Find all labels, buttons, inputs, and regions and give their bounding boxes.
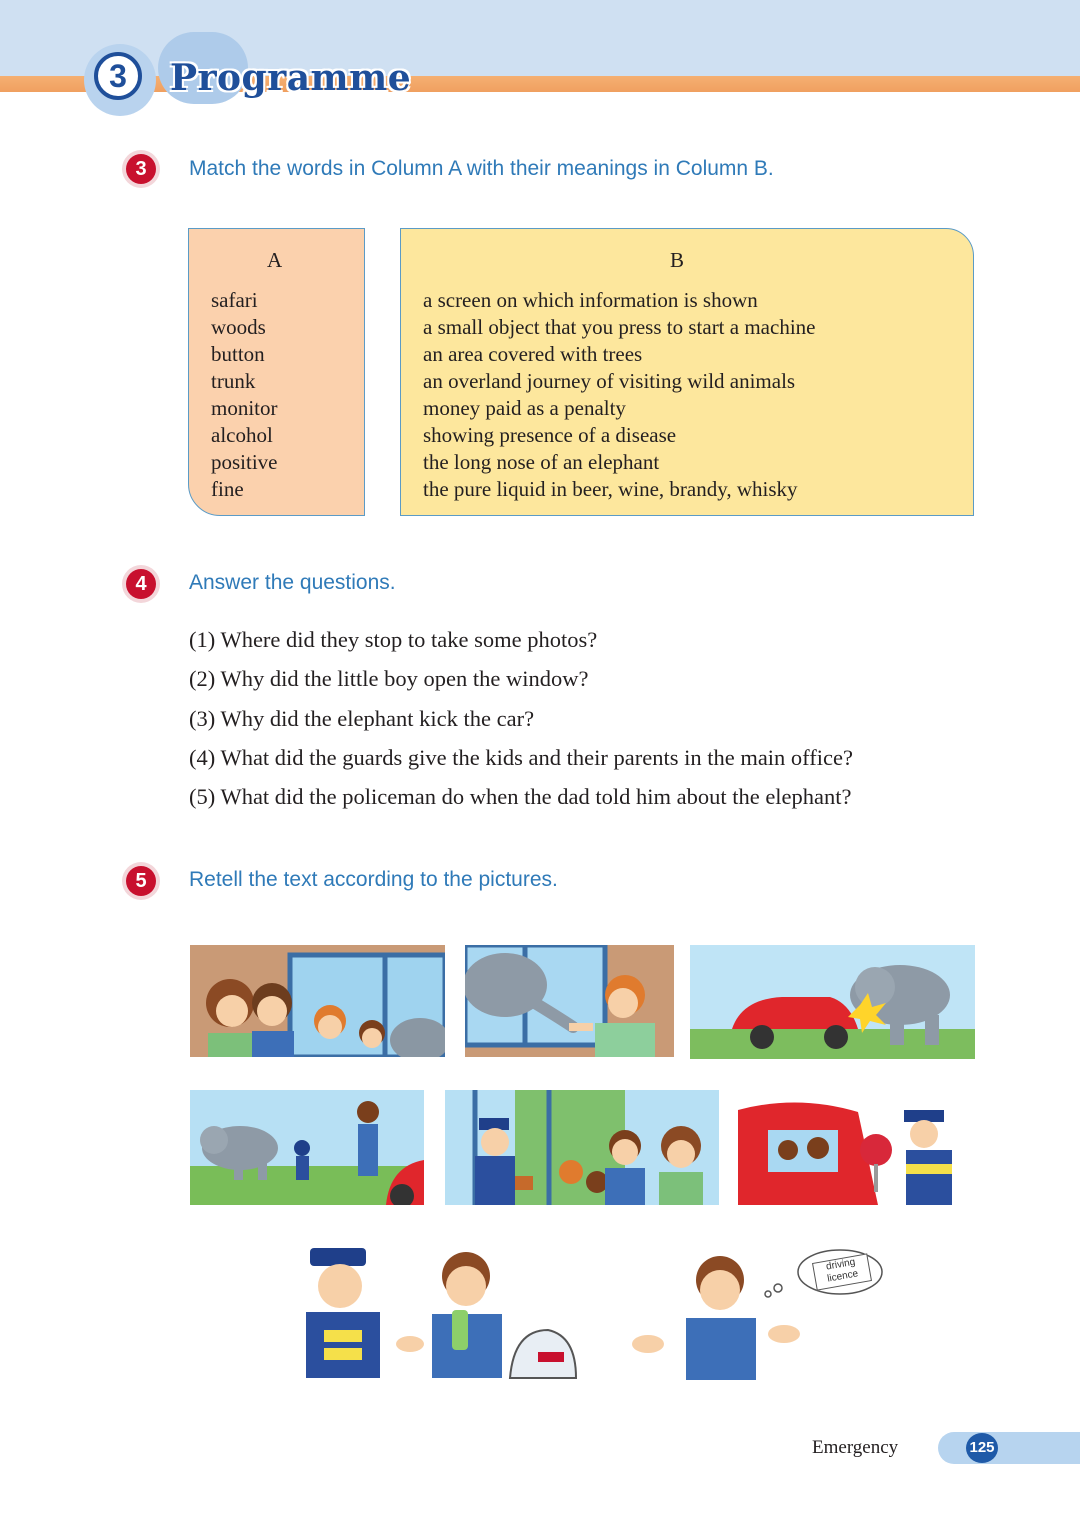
question-item: (5) What did the policeman do when the dad told him about the elephant? — [189, 784, 852, 810]
column-b-list — [423, 287, 815, 503]
column-b-item: an area covered with trees — [423, 342, 643, 366]
picture-elephant-kicks-car — [690, 945, 975, 1059]
driving-licence-card: driving licence — [812, 1253, 872, 1290]
column-a-box — [188, 228, 365, 516]
column-a-item: positive — [211, 450, 278, 474]
column-a-item: button — [211, 342, 265, 366]
column-a-list — [211, 287, 278, 503]
column-b-item: the long nose of an elephant — [423, 450, 660, 474]
column-a-item: fine — [211, 477, 244, 501]
column-b-item: a screen on which information is shown — [423, 288, 758, 312]
picture-guards-in-office — [445, 1090, 719, 1205]
exercise-5-instruction: Retell the text according to the pictures. — [189, 868, 558, 891]
chapter-name: Emergency — [812, 1437, 899, 1458]
exercise-5-badge: 5 — [126, 866, 156, 896]
question-item: (3) Why did the elephant kick the car? — [189, 705, 535, 731]
page-number: 125 — [966, 1433, 998, 1463]
unit-title: Programme — [170, 57, 412, 99]
column-a-item: monitor — [211, 396, 278, 420]
column-b-item: an overland journey of visiting wild animals — [423, 369, 796, 393]
question-item: (4) What did the guards give the kids and their parents in the main office? — [189, 744, 853, 770]
page-number-bar — [938, 1432, 1080, 1464]
question-item: (1) Where did they stop to take some photos? — [189, 627, 598, 652]
column-b-heading: B — [670, 248, 685, 272]
column-b-item: a small object that you press to start a machine — [423, 315, 816, 339]
column-a-heading: A — [267, 248, 283, 272]
picture-policeman-tests-dad — [300, 1240, 580, 1380]
column-b-item: showing presence of a disease — [423, 423, 677, 447]
column-b-item: money paid as a penalty — [423, 396, 626, 420]
picture-worried-dad — [628, 1248, 884, 1380]
picture-family-in-car — [190, 945, 445, 1057]
column-a-item: trunk — [211, 369, 256, 393]
unit-number: 3 — [94, 52, 142, 100]
picture-boy-feeding-elephant — [465, 945, 674, 1057]
question-item: (2) Why did the little boy open the window? — [189, 666, 589, 692]
picture-guard-and-dad — [190, 1090, 424, 1205]
exercise-4-badge: 4 — [126, 569, 156, 599]
exercise-3-instruction: Match the words in Column A with their meanings in Column B. — [189, 157, 774, 180]
question-list — [189, 620, 853, 816]
picture-policeman-stops-car — [738, 1090, 975, 1205]
column-a-item: woods — [211, 315, 266, 339]
exercise-3-badge: 3 — [126, 154, 156, 184]
column-b-box — [400, 228, 974, 516]
column-a-item: alcohol — [211, 423, 273, 447]
exercise-4-instruction: Answer the questions. — [189, 571, 396, 594]
column-b-item: the pure liquid in beer, wine, brandy, whisky — [423, 477, 798, 501]
column-a-item: safari — [211, 288, 258, 312]
